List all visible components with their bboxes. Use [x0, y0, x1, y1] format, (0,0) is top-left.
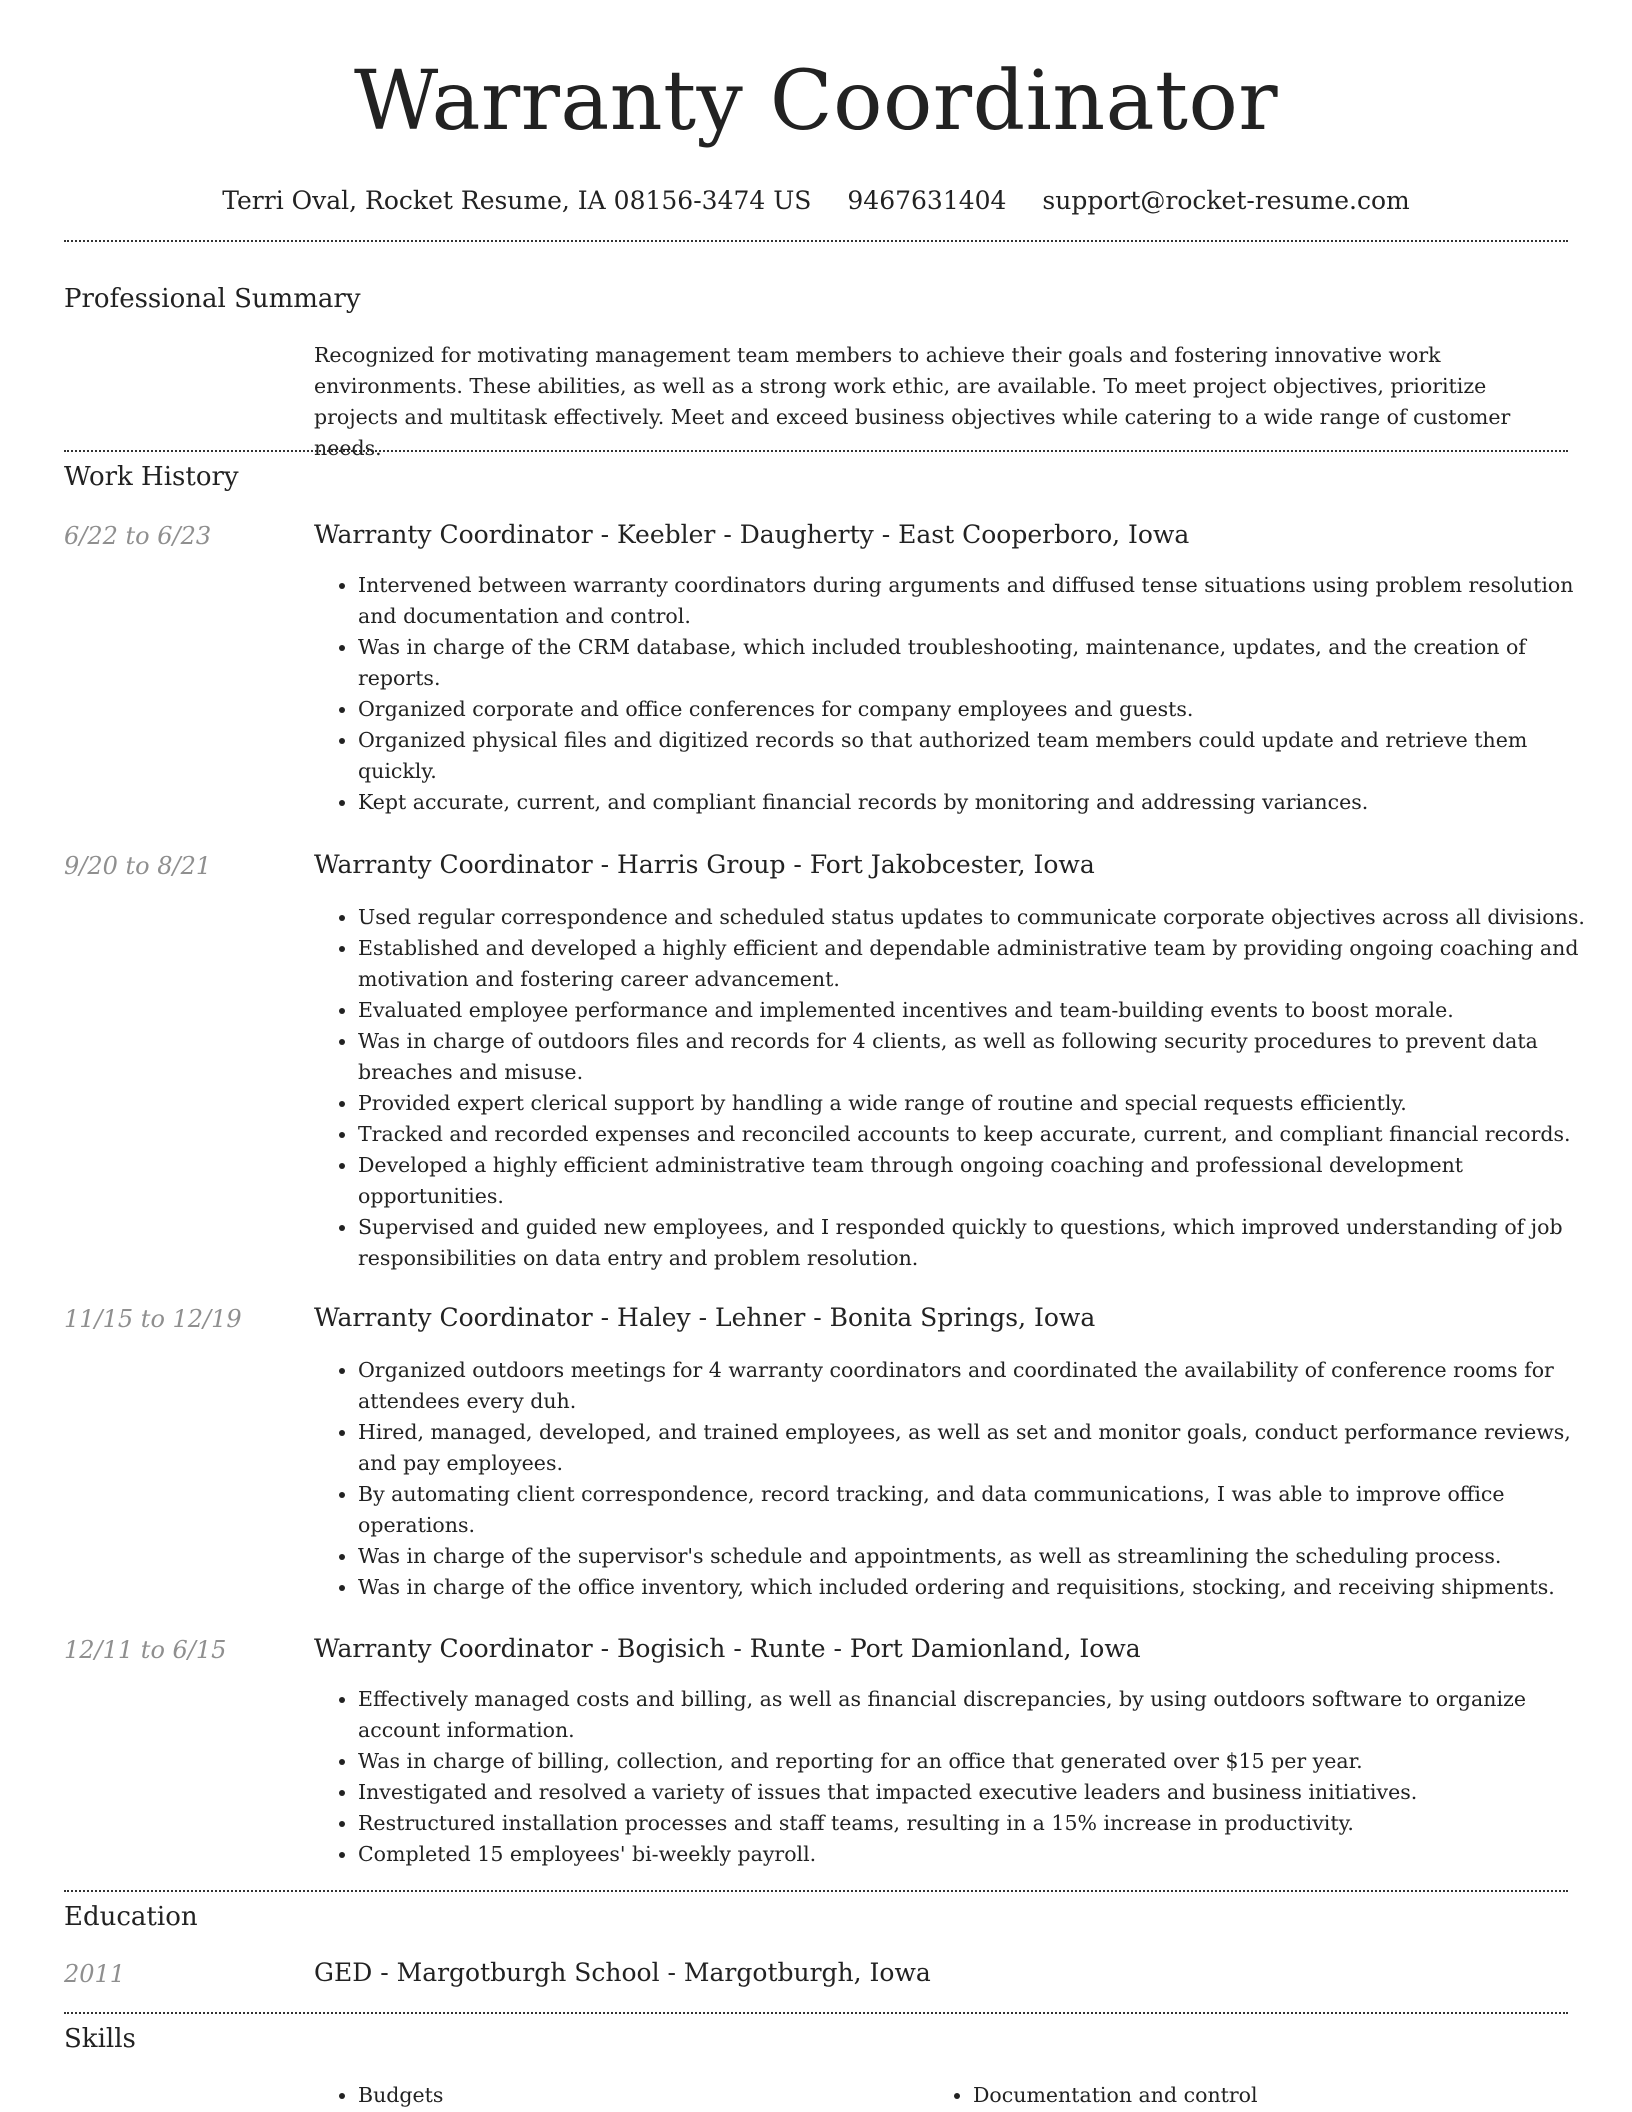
list-item: • Effectively managed costs and billing, as well as financial discrepancies, by using outdoors software to organize account information.	[358, 1684, 1598, 1746]
contact-address: Terri Oval, Rocket Resume, IA 08156-3474 US	[222, 186, 812, 215]
list-item: • Hired, managed, developed, and trained employees, as well as set and monitor goals, conduct performance reviews, and pay employees.	[358, 1417, 1598, 1479]
job-title: Warranty Coordinator - Harris Group - Fort Jakobcester, Iowa	[314, 850, 1095, 879]
job-bullets	[314, 902, 1598, 1274]
job-title: Warranty Coordinator - Haley - Lehner - Bonita Springs, Iowa	[314, 1303, 1096, 1332]
section-title-education: Education	[64, 1902, 198, 1932]
job-dates: 11/15 to 12/19	[64, 1305, 242, 1333]
list-item: • Was in charge of the office inventory, which included ordering and requisitions, stocking, and receiving shipments.	[358, 1572, 1598, 1603]
list-item: • Was in charge of the supervisor's schedule and appointments, as well as streamlining the scheduling process.	[358, 1541, 1598, 1572]
list-item: • Budgets	[358, 2080, 918, 2111]
list-item: • Tracked and recorded expenses and reconciled accounts to keep accurate, current, and compliant financial records.	[358, 1119, 1598, 1150]
list-item: • Documentation and control	[973, 2080, 1533, 2111]
skills-list-right	[929, 2080, 1533, 2111]
list-item: • Provided expert clerical support by handling a wide range of routine and special requests efficiently.	[358, 1088, 1598, 1119]
list-item: • By automating client correspondence, record tracking, and data communications, I was able to improve office operations.	[358, 1479, 1598, 1541]
list-item: • Organized physical files and digitized records so that authorized team members could update and retrieve them quickly.	[358, 725, 1598, 787]
list-item: • Used regular correspondence and scheduled status updates to communicate corporate objectives across all divisions.	[358, 902, 1598, 933]
education-year: 2011	[64, 1960, 126, 1988]
contact-email: support@rocket-resume.com	[1042, 186, 1410, 215]
job-bullets	[314, 570, 1598, 818]
list-item: • Was in charge of outdoors files and records for 4 clients, as well as following security procedures to prevent data breaches and misuse.	[358, 1026, 1598, 1088]
contact-line	[0, 186, 1632, 215]
list-item: • Established and developed a highly efficient and dependable administrative team by providing ongoing coaching and motivation and fostering career advancement.	[358, 933, 1598, 995]
list-item: • Investigated and resolved a variety of issues that impacted executive leaders and business initiatives.	[358, 1777, 1598, 1808]
divider	[64, 450, 1568, 452]
list-item: • Supervised and guided new employees, and I responded quickly to questions, which improved understanding of job responsibilities on data entry and problem resolution.	[358, 1212, 1598, 1274]
section-title-summary: Professional Summary	[64, 284, 361, 314]
contact-phone: 9467631404	[847, 186, 1007, 215]
summary-text: Recognized for motivating management team members to achieve their goals and fostering innovative work environments. These abilities, as well as a strong work ethic, are available. To meet project objectives, prioritize projects and multitask effectively. Meet and exceed business objectives while catering to a wide range of customer needs.	[314, 343, 1511, 460]
skills-list-left	[314, 2080, 918, 2111]
list-item: • Developed a highly efficient administrative team through ongoing coaching and professional development opportunities.	[358, 1150, 1598, 1212]
divider	[64, 1890, 1568, 1892]
list-item: • Kept accurate, current, and compliant financial records by monitoring and addressing variances.	[358, 787, 1598, 818]
divider	[64, 2012, 1568, 2014]
job-dates: 12/11 to 6/15	[64, 1636, 227, 1664]
list-item: • Completed 15 employees' bi-weekly payroll.	[358, 1839, 1598, 1870]
list-item: • Evaluated employee performance and implemented incentives and team-building events to boost morale.	[358, 995, 1598, 1026]
job-dates: 9/20 to 8/21	[64, 852, 212, 880]
list-item: • Organized outdoors meetings for 4 warranty coordinators and coordinated the availability of conference rooms for attendees every duh.	[358, 1355, 1598, 1417]
job-bullets	[314, 1355, 1598, 1603]
list-item: • Intervened between warranty coordinators during arguments and diffused tense situations using problem resolution and documentation and control.	[358, 570, 1598, 632]
page-title: Warranty Coordinator	[353, 54, 1279, 149]
list-item: • Restructured installation processes and staff teams, resulting in a 15% increase in productivity.	[358, 1808, 1598, 1839]
job-title: Warranty Coordinator - Keebler - Daugherty - East Cooperboro, Iowa	[314, 520, 1190, 549]
job-bullets	[314, 1684, 1598, 1870]
job-title: Warranty Coordinator - Bogisich - Runte - Port Damionland, Iowa	[314, 1634, 1141, 1663]
section-title-skills: Skills	[64, 2024, 136, 2054]
list-item: • Was in charge of billing, collection, and reporting for an office that generated over $15 per year.	[358, 1746, 1598, 1777]
job-dates: 6/22 to 6/23	[64, 522, 212, 550]
divider	[64, 240, 1568, 242]
section-title-work-history: Work History	[64, 462, 239, 492]
list-item: • Organized corporate and office conferences for company employees and guests.	[358, 694, 1598, 725]
resume-header	[0, 52, 1632, 215]
education-entry: GED - Margotburgh School - Margotburgh, Iowa	[314, 1958, 931, 1987]
list-item: • Was in charge of the CRM database, which included troubleshooting, maintenance, updates, and the creation of reports.	[358, 632, 1598, 694]
